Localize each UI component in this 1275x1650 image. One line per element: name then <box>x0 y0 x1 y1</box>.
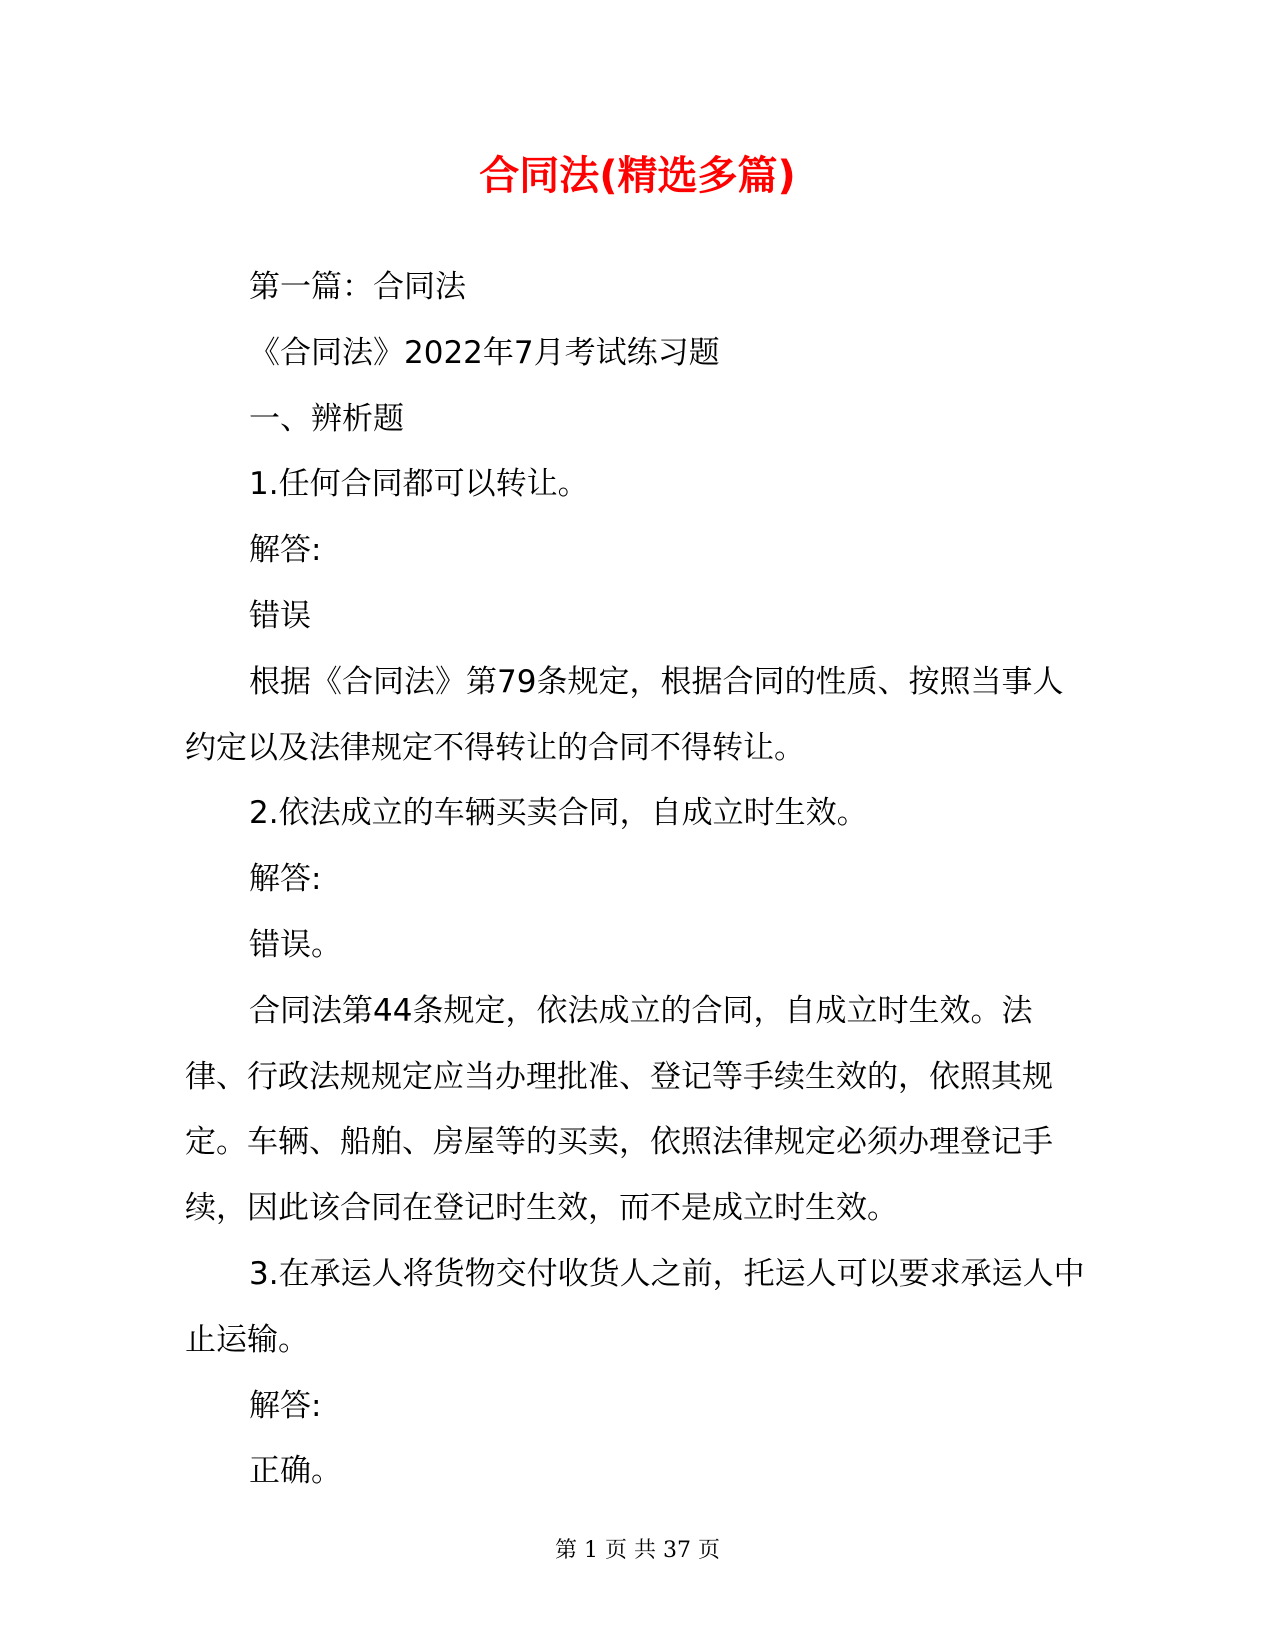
paragraph-answer-1: 错误 <box>249 597 311 634</box>
paragraph-section-heading: 第一篇：合同法 <box>249 269 466 305</box>
paragraph-answer-label-2: 解答: <box>249 861 322 898</box>
paragraph-explanation-1: 根据《合同法》第79条规定，根据合同的性质、按照当事人约定以及法律规定不得转让的合同不得转让。 <box>185 663 1064 766</box>
paragraph-explanation-2: 合同法第44条规定，依法成立的合同，自成立时生效。法律、行政法规规定应当办理批准、登记等手续生效的，依照其规定。车辆、船舶、房屋等的买卖，依照法律规定必须办理登记手续，因此该合同在登记时生效，而不是成立时生效。 <box>185 992 1053 1227</box>
paragraph-question-2: 2.依法成立的车辆买卖合同，自成立时生效。 <box>249 795 868 832</box>
paragraph-answer-2: 错误。 <box>249 926 342 963</box>
paragraph-answer-label-1: 解答: <box>249 532 322 569</box>
paragraph-question-3: 3.在承运人将货物交付收货人之前，托运人可以要求承运人中止运输。 <box>185 1255 1085 1358</box>
document-body <box>185 255 1085 1505</box>
page-footer: 第 1 页 共 37 页 <box>555 1538 720 1563</box>
paragraph-answer-3: 正确。 <box>249 1453 342 1490</box>
paragraph-exam-title: 《合同法》2022年7月考试练习题 <box>249 334 720 371</box>
paragraph-question-1: 1.任何合同都可以转让。 <box>249 466 589 503</box>
paragraph-question-type: 一、辨析题 <box>249 400 404 437</box>
paragraph-answer-label-3: 解答: <box>249 1387 322 1424</box>
document-title: 合同法(精选多篇) <box>479 153 796 199</box>
